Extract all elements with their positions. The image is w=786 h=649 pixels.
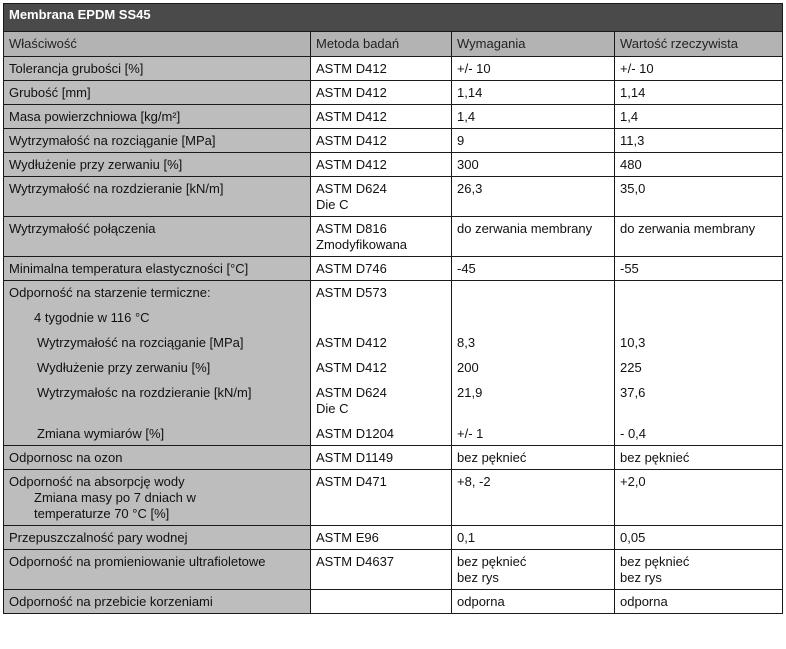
- aging-sub-actual: 37,6: [620, 385, 646, 400]
- row-property: Wytrzymałość na rozciąganie [MPa]: [4, 129, 311, 153]
- water-property-2: Zmiana masy po 7 dniach w: [34, 490, 196, 505]
- row-property: Przepuszczalność pary wodnej: [4, 526, 311, 550]
- table-row: [4, 550, 783, 590]
- aging-sub-method: ASTM D624: [316, 385, 387, 400]
- table-row: [4, 526, 783, 550]
- row-method: ASTM D1149: [311, 446, 452, 470]
- row-property: Tolerancja grubości [%]: [4, 57, 311, 81]
- uv-requirement: bez pęknieć: [457, 554, 527, 569]
- table-row: [4, 470, 783, 526]
- aging-method-cell: [311, 281, 452, 446]
- row-actual: 480: [615, 153, 783, 177]
- row-method: ASTM D412: [311, 105, 452, 129]
- row-property: Odporność na promieniowanie ultrafioletowe: [4, 550, 311, 590]
- row-actual: +2,0: [615, 470, 783, 526]
- table-row: [4, 57, 783, 81]
- header-property: Właściwość: [4, 32, 311, 57]
- method-line: ASTM D624: [316, 181, 387, 196]
- row-actual: odporna: [615, 590, 783, 614]
- aging-sub-method: ASTM D412: [316, 360, 387, 375]
- row-property: Minimalna temperatura elastyczności [°C]: [4, 257, 311, 281]
- uv-requirement-2: bez rys: [457, 570, 499, 585]
- method-line: ASTM D816: [316, 221, 387, 236]
- aging-sub-actual: - 0,4: [620, 426, 647, 441]
- aging-sub-requirement: +/- 1: [457, 426, 484, 441]
- aging-title: Odporność na starzenie termiczne:: [9, 285, 211, 300]
- row-requirement: 9: [452, 129, 615, 153]
- row-requirement: 0,1: [452, 526, 615, 550]
- row-property: Wytrzymałość połączenia: [4, 217, 311, 257]
- aging-sub-requirement: 8,3: [457, 335, 476, 350]
- table-row: [4, 446, 783, 470]
- uv-actual: bez pęknieć: [620, 554, 690, 569]
- row-method: [311, 177, 452, 217]
- table-row: [4, 153, 783, 177]
- row-method: [311, 217, 452, 257]
- row-method: ASTM E96: [311, 526, 452, 550]
- row-requirement: [452, 550, 615, 590]
- row-actual: +/- 10: [615, 57, 783, 81]
- row-property: [4, 470, 311, 526]
- aging-sub-property: Wydłużenie przy zerwaniu [%]: [37, 360, 211, 375]
- aging-sub-method: ASTM D412: [316, 335, 387, 350]
- row-actual: bez pęknieć: [615, 446, 783, 470]
- table-row: [4, 590, 783, 614]
- table-title: Membrana EPDM SS45: [4, 4, 783, 32]
- row-property: Odpornosc na ozon: [4, 446, 311, 470]
- row-requirement: odporna: [452, 590, 615, 614]
- aging-sub-property: Wytrzymałośc na rozdzieranie [kN/m]: [37, 385, 252, 400]
- row-actual: 11,3: [615, 129, 783, 153]
- aging-sub-requirement: 21,9: [457, 385, 483, 400]
- row-property: Wydłużenie przy zerwaniu [%]: [4, 153, 311, 177]
- table-row: [4, 105, 783, 129]
- row-actual: do zerwania membrany: [615, 217, 783, 257]
- header-requirements: Wymagania: [452, 32, 615, 57]
- aging-sub-requirement: 200: [457, 360, 479, 375]
- header-actual: Wartość rzeczywista: [615, 32, 783, 57]
- table-row: [4, 217, 783, 257]
- row-requirement: 300: [452, 153, 615, 177]
- table-row: [4, 129, 783, 153]
- properties-table-container: [3, 3, 782, 614]
- aging-condition: 4 tygodnie w 116 °C: [34, 310, 150, 325]
- row-actual: -55: [615, 257, 783, 281]
- header-method: Metoda badań: [311, 32, 452, 57]
- row-property: Odporność na przebicie korzeniami: [4, 590, 311, 614]
- row-requirement: +8, -2: [452, 470, 615, 526]
- aging-sub-method-2: Die C: [316, 401, 349, 416]
- aging-sub-actual: 10,3: [620, 335, 646, 350]
- water-property: Odporność na absorpcję wody: [9, 474, 185, 489]
- aging-sub-property: Wytrzymałość na rozciąganie [MPa]: [37, 335, 244, 350]
- table-row: [4, 177, 783, 217]
- table-title-row: [4, 4, 783, 32]
- row-method: ASTM D412: [311, 57, 452, 81]
- method-line-2: Die C: [316, 197, 349, 212]
- row-requirement: do zerwania membrany: [452, 217, 615, 257]
- table-row: [4, 81, 783, 105]
- row-requirement: -45: [452, 257, 615, 281]
- row-property: Grubość [mm]: [4, 81, 311, 105]
- row-requirement: 1,14: [452, 81, 615, 105]
- row-property: Masa powierzchniowa [kg/m²]: [4, 105, 311, 129]
- row-actual: 1,4: [615, 105, 783, 129]
- method-line-2: Zmodyfikowana: [316, 237, 408, 252]
- row-method: ASTM D746: [311, 257, 452, 281]
- aging-sub-method: ASTM D1204: [316, 426, 395, 441]
- aging-property-cell: [4, 281, 311, 446]
- row-requirement: 1,4: [452, 105, 615, 129]
- row-method: [311, 590, 452, 614]
- aging-row: [4, 281, 783, 446]
- aging-actual-cell: [615, 281, 783, 446]
- row-actual: 1,14: [615, 81, 783, 105]
- row-actual: 35,0: [615, 177, 783, 217]
- aging-sub-actual: 225: [620, 360, 642, 375]
- aging-requirement-cell: [452, 281, 615, 446]
- row-requirement: 26,3: [452, 177, 615, 217]
- row-actual: 0,05: [615, 526, 783, 550]
- row-property: Wytrzymałość na rozdzieranie [kN/m]: [4, 177, 311, 217]
- aging-method: ASTM D573: [316, 285, 387, 300]
- row-requirement: bez pęknieć: [452, 446, 615, 470]
- row-method: ASTM D412: [311, 129, 452, 153]
- properties-table: [3, 3, 783, 614]
- row-actual: [615, 550, 783, 590]
- row-method: ASTM D471: [311, 470, 452, 526]
- row-requirement: +/- 10: [452, 57, 615, 81]
- table-row: [4, 257, 783, 281]
- aging-sub-property: Zmiana wymiarów [%]: [37, 426, 165, 441]
- water-property-3: temperaturze 70 °C [%]: [34, 506, 170, 521]
- row-method: ASTM D412: [311, 81, 452, 105]
- row-method: ASTM D412: [311, 153, 452, 177]
- row-method: ASTM D4637: [311, 550, 452, 590]
- table-header-row: [4, 32, 783, 57]
- uv-actual-2: bez rys: [620, 570, 662, 585]
